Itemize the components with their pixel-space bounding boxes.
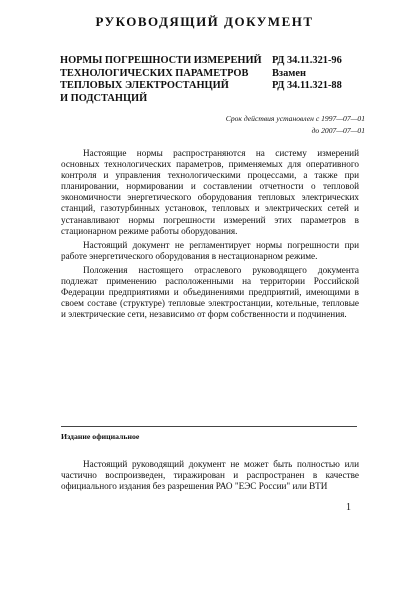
body-paragraph: Настоящий документ не регламентирует нормы погрешности при работе энергетического оборудования в нестационарном режиме. [61,239,359,261]
page-number: 1 [346,502,351,513]
title-line: И ПОДСТАНЦИЙ [60,92,148,104]
replaced-document-code: РД 34.11.321-88 [272,80,342,91]
title-line: ТЕПЛОВЫХ ЭЛЕКТРОСТАНЦИЙ [60,80,229,91]
document-title [60,55,265,105]
validity-start: Срок действия установлен с 1997—07—01 [225,114,365,123]
document-codes [272,55,342,93]
validity-end: до 2007—07—01 [311,126,365,135]
body-paragraph: Положения настоящего отраслевого руководящего документа подлежат применению расположенными на территории Российской Федерации предприятиями и объединениями предприятий, имеющими в своем составе (структуре) тепловые электростанции, котельные, тепловые и электрические сети, независимо от форм собственности и подчинения. [61,264,359,320]
footer-divider [61,426,357,427]
document-code: РД 34.11.321-96 [272,55,342,66]
reproduction-notice-text: Настоящий руководящий документ не может быть полностью или частично воспроизведен, тиражирован и распространен в качестве официального издания без разрешения РАО "ЕЭС России" или ВТИ [61,459,359,492]
title-line: НОРМЫ ПОГРЕШНОСТИ ИЗМЕРЕНИЙ [60,55,262,66]
document-type-heading: РУКОВОДЯЩИЙ ДОКУМЕНТ [95,14,314,29]
reproduction-notice [61,459,359,492]
title-line: ТЕХНОЛОГИЧЕСКИХ ПАРАМЕТРОВ [60,67,249,79]
body-text [61,148,359,323]
validity-period [226,113,365,137]
body-paragraph: Настоящие нормы распространяются на систему измерений основных технологических параметров, применяемых для оперативного контроля и управления технологическими процессами, а также при планировании, нормировании и составлении отчетности о тепловой экономичности энергетического оборудования тепловых электрических станций, газотурбинных установок, тепловых и электрических сетей и устанавливают нормы погрешности измерений этих параметров в стационарном режиме работы оборудования. [61,148,359,236]
replaces-label: Взамен [272,67,306,79]
official-edition-label: Издание официальное [61,432,140,441]
